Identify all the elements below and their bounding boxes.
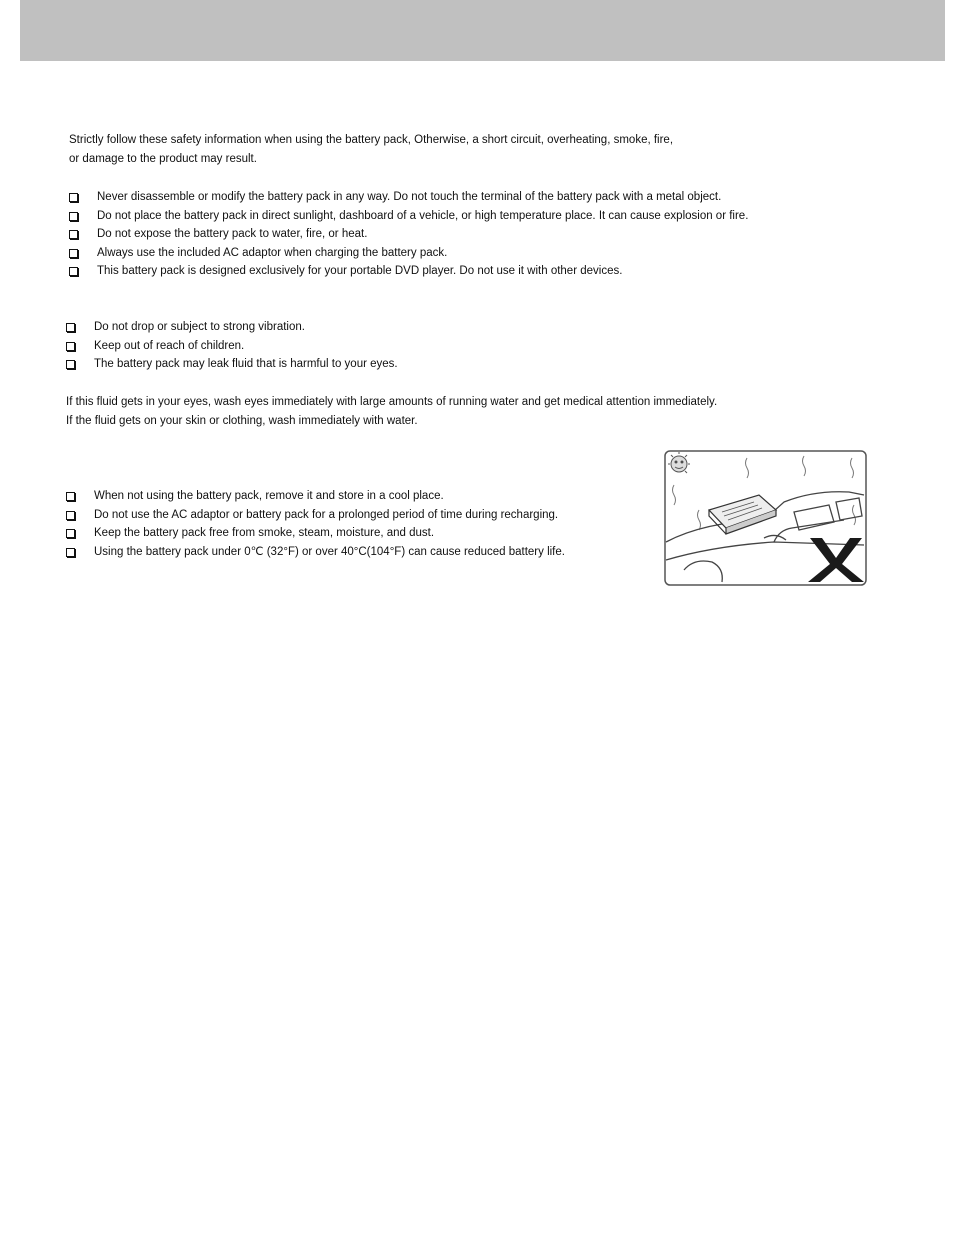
intro-paragraph	[69, 131, 673, 169]
intro-line-1: Strictly follow these safety information when using the battery pack, Otherwise, a short circuit, overheating, smoke, fire,	[69, 134, 674, 146]
checkbox-bullet-icon	[66, 492, 75, 501]
checkbox-bullet-icon	[66, 511, 75, 520]
header-bar	[20, 0, 945, 61]
checkbox-bullet-icon	[69, 249, 78, 258]
checkbox-bullet-icon	[66, 529, 75, 538]
checkbox-bullet-icon	[66, 360, 75, 369]
checkbox-bullet-icon	[69, 267, 78, 276]
checkbox-bullet-icon	[66, 342, 75, 351]
checkbox-bullet-icon	[66, 548, 75, 557]
intro-line-2: or damage to the product may result.	[69, 153, 257, 165]
checkbox-bullet-icon	[66, 323, 75, 332]
checkbox-bullet-icon	[69, 193, 78, 202]
checkbox-bullet-icon	[69, 230, 78, 239]
fluid-line-1: If this fluid gets in your eyes, wash eyes immediately with large amounts of running water and get medical attention immediately.	[66, 396, 718, 408]
sunlight-car-warning-illustration	[664, 450, 867, 586]
fluid-line-2: If the fluid gets on your skin or clothing, wash immediately with water.	[66, 415, 418, 427]
car-dashboard-icon	[664, 450, 867, 586]
fluid-paragraph	[66, 393, 717, 431]
checkbox-bullet-icon	[69, 212, 78, 221]
